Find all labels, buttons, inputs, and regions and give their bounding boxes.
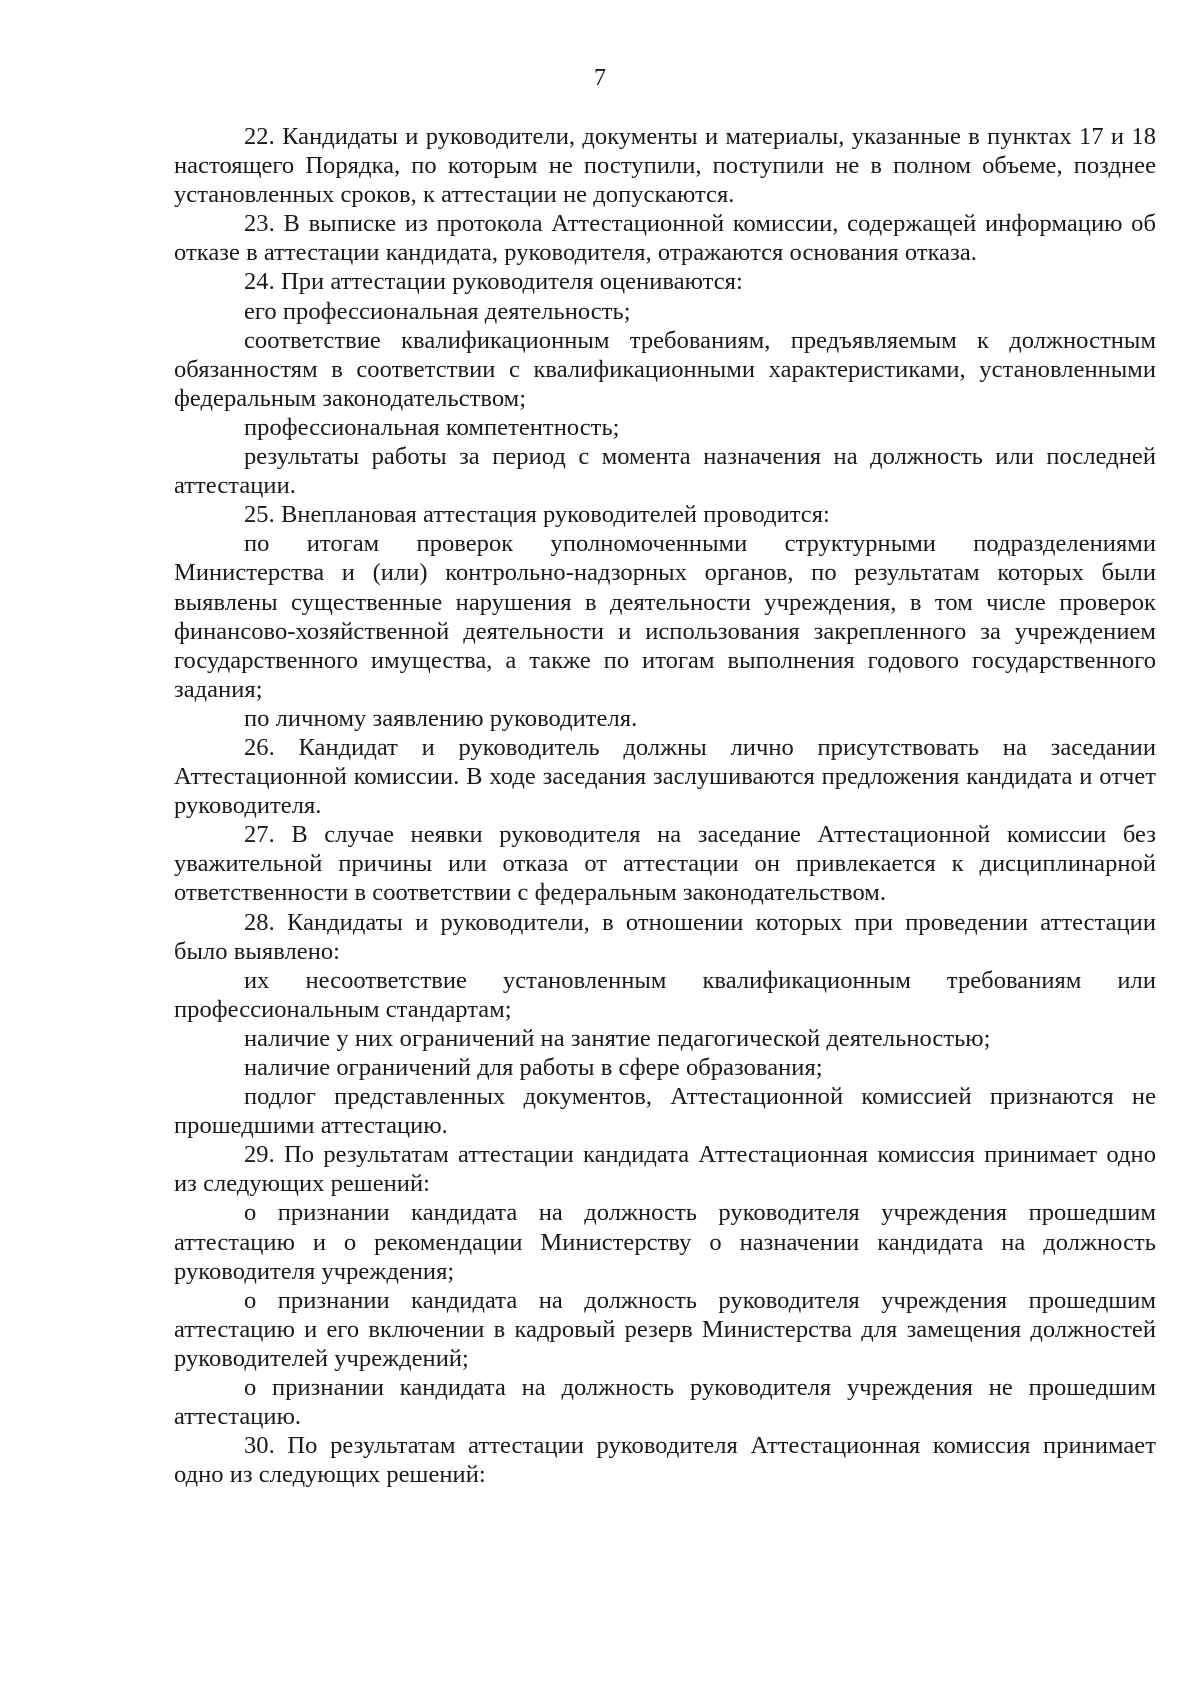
document-body bbox=[174, 122, 1156, 1489]
list-item-qualification-compliance: соответствие квалификационным требованиям, предъявляемым к должностным обязанностям в соответствии с квалификационными характеристиками, установленными федеральным законодательством; bbox=[174, 326, 1156, 412]
paragraph-27: 27. В случае неявки руководителя на заседание Аттестационной комиссии без уважительной причины или отказа от аттестации он привлекается к дисциплинарной ответственности в соответствии с федеральным законодательством. bbox=[174, 821, 1156, 907]
page-number: 7 bbox=[594, 65, 606, 91]
list-item-work-results: результаты работы за период с момента назначения на должность или последней аттестации. bbox=[174, 443, 1156, 500]
paragraph-26: 26. Кандидат и руководитель должны лично присутствовать на заседании Аттестационной комиссии. В ходе заседания заслушиваются предложения кандидата и отчет руководителя. bbox=[174, 733, 1156, 820]
paragraph-25: 25. Внеплановая аттестация руководителей проводится: bbox=[244, 501, 830, 529]
list-item-teaching-restrictions: наличие у них ограничений на занятие педагогической деятельностью; bbox=[244, 1024, 991, 1052]
list-item-personal-application: по личному заявлению руководителя. bbox=[244, 704, 638, 732]
list-item-forged-documents: подлог представленных документов, Аттестационной комиссией признаются не прошедшими аттестацию. bbox=[174, 1083, 1156, 1140]
paragraph-29: 29. По результатам аттестации кандидата Аттестационная комиссия принимает одно из следующих решений: bbox=[174, 1141, 1156, 1198]
list-item-professional-competence: профессиональная компетентность; bbox=[244, 413, 620, 441]
paragraph-28: 28. Кандидаты и руководители, в отношении которых при проведении аттестации было выявлено: bbox=[174, 908, 1156, 965]
list-item-professional-activity: его профессиональная деятельность; bbox=[244, 297, 631, 325]
paragraph-30: 30. По результатам аттестации руководителя Аттестационная комиссия принимает одно из следующих решений: bbox=[174, 1432, 1156, 1489]
decision-passed-reserve: о признании кандидата на должность руководителя учреждения прошедшим аттестацию и его включении в кадровый резерв Министерства для замещения должностей руководителей учреждений; bbox=[174, 1286, 1156, 1372]
list-item-nonconformity: их несоответствие установленным квалификационным требованиям или профессиональным стандартам; bbox=[174, 966, 1156, 1023]
paragraph-22: 22. Кандидаты и руководители, документы и материалы, указанные в пунктах 17 и 18 настоящего Порядка, по которым не поступили, поступили не в полном объеме, позднее установленных сроков, к аттестации не допускаются. bbox=[174, 123, 1156, 209]
paragraph-24: 24. При аттестации руководителя оцениваются: bbox=[244, 268, 743, 296]
decision-passed-recommended: о признании кандидата на должность руководителя учреждения прошедшим аттестацию и о рекомендации Министерству о назначении кандидата на должность руководителя учреждения; bbox=[174, 1199, 1156, 1285]
paragraph-23: 23. В выписке из протокола Аттестационной комиссии, содержащей информацию об отказе в аттестации кандидата, руководителя, отражаются основания отказа. bbox=[174, 210, 1156, 267]
decision-not-passed: о признании кандидата на должность руководителя учреждения не прошедшим аттестацию. bbox=[174, 1374, 1156, 1431]
list-item-education-restrictions: наличие ограничений для работы в сфере образования; bbox=[244, 1054, 823, 1081]
list-item-inspection-results: по итогам проверок уполномоченными структурными подразделениями Министерства и (или) контрольно-надзорных органов, по результатам которых были выявлены существенные нарушения в деятельности учреждения, в том числе проверок финансово-хозяйственной деятельности и использования закрепленного за учреждением государственного имущества, а также по итогам выполнения годового государственного задания; bbox=[174, 530, 1156, 703]
